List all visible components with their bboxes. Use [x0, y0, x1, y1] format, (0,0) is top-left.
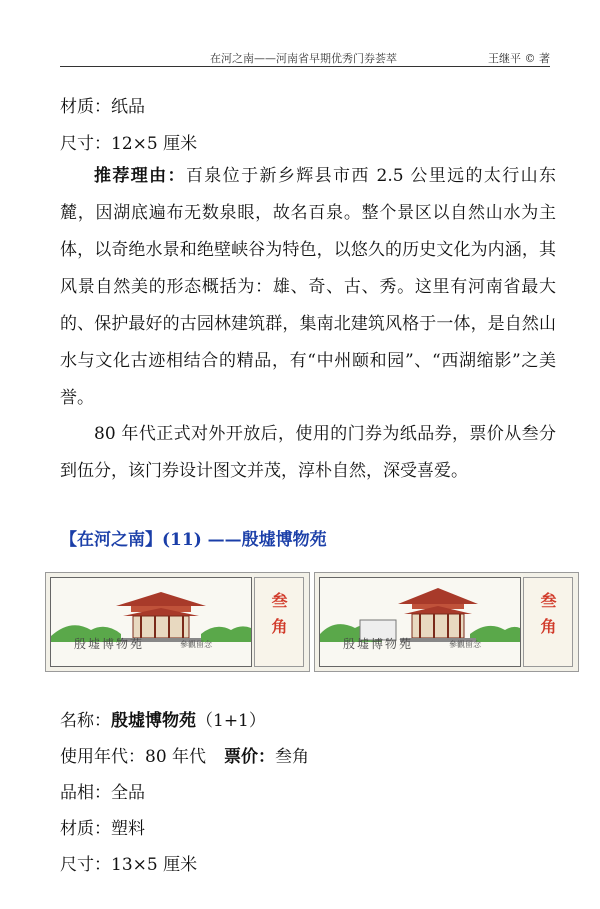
ticket-image-1: [45, 572, 310, 672]
era-label: 使用年代：: [60, 747, 145, 767]
name-line: [60, 706, 266, 731]
material-line-2: [60, 814, 145, 839]
material-label: 材质：: [60, 97, 111, 117]
era-price-line: [60, 742, 309, 767]
pavilion-illustration: [51, 578, 251, 666]
name-value: 殷墟博物苑: [111, 711, 196, 731]
material-label: 材质：: [60, 819, 111, 839]
size-label: 尺寸：: [60, 855, 111, 875]
size-value: 13×5 厘米: [111, 855, 198, 875]
condition-line: [60, 778, 145, 803]
opening-paragraph: 80 年代正式对外开放后，使用的门券为纸品券，票价从叁分到伍分，该门券设计图文并茂，淳朴自然，深受喜爱。: [60, 424, 556, 481]
ticket-illustration: [319, 577, 521, 667]
ticket-illustration: [50, 577, 252, 667]
name-suffix: （1+1）: [196, 711, 266, 731]
material-value: 纸品: [111, 97, 145, 117]
condition-label: 品相：: [60, 783, 111, 803]
ticket-small-caption: 參觀留念: [180, 640, 212, 649]
size-label: 尺寸：: [60, 134, 111, 154]
ticket-stub-price: 叁角: [269, 592, 288, 644]
section-title: 【在河之南】(11) ——殷墟博物苑: [60, 530, 327, 550]
size-line-1: [60, 129, 197, 154]
ticket-stub: [523, 577, 573, 667]
price-value: 叁角: [275, 747, 310, 767]
running-header: [60, 50, 550, 64]
ticket-caption: 殷墟博物苑: [74, 637, 145, 651]
era-value: 80 年代: [145, 747, 207, 767]
size-value: 12×5 厘米: [111, 134, 198, 154]
pavilion-illustration: [320, 578, 520, 666]
ticket-stub-price: 叁角: [538, 592, 557, 644]
ticket-small-caption: 參觀留念: [449, 640, 481, 649]
ticket-stub: [254, 577, 304, 667]
header-title: 在河之南——河南省早期优秀门券荟萃: [210, 52, 397, 65]
ticket-image-2: [314, 572, 579, 672]
price-label: 票价：: [224, 747, 276, 767]
ticket-caption: 殷墟博物苑: [343, 637, 414, 651]
reason-label: 推荐理由：: [94, 166, 186, 186]
material-value: 塑料: [111, 819, 145, 839]
recommendation-paragraph: [60, 158, 556, 417]
reason-text: 百泉位于新乡辉县市西 2.5 公里远的太行山东麓，因湖底遍布无数泉眼，故名百泉。整个景区以自然山水为主体，以奇绝水景和绝壁峡谷为特色，以悠久的历史文化为内涵，其风景自然美的形态概括为：雄、奇、古、秀。这里有河南省最大的、保护最好的古园林建筑群，集南北建筑风格于一体，是自然山水与文化古迹相结合的精品，有“中州颐和园”、“西湖缩影”之美誉。: [60, 166, 557, 408]
name-label: 名称：: [60, 711, 111, 731]
header-rule: [60, 66, 550, 67]
material-line-1: [60, 92, 145, 117]
header-author: 王继平 © 著: [488, 52, 550, 65]
condition-value: 全品: [111, 783, 145, 803]
size-line-2: [60, 850, 197, 875]
